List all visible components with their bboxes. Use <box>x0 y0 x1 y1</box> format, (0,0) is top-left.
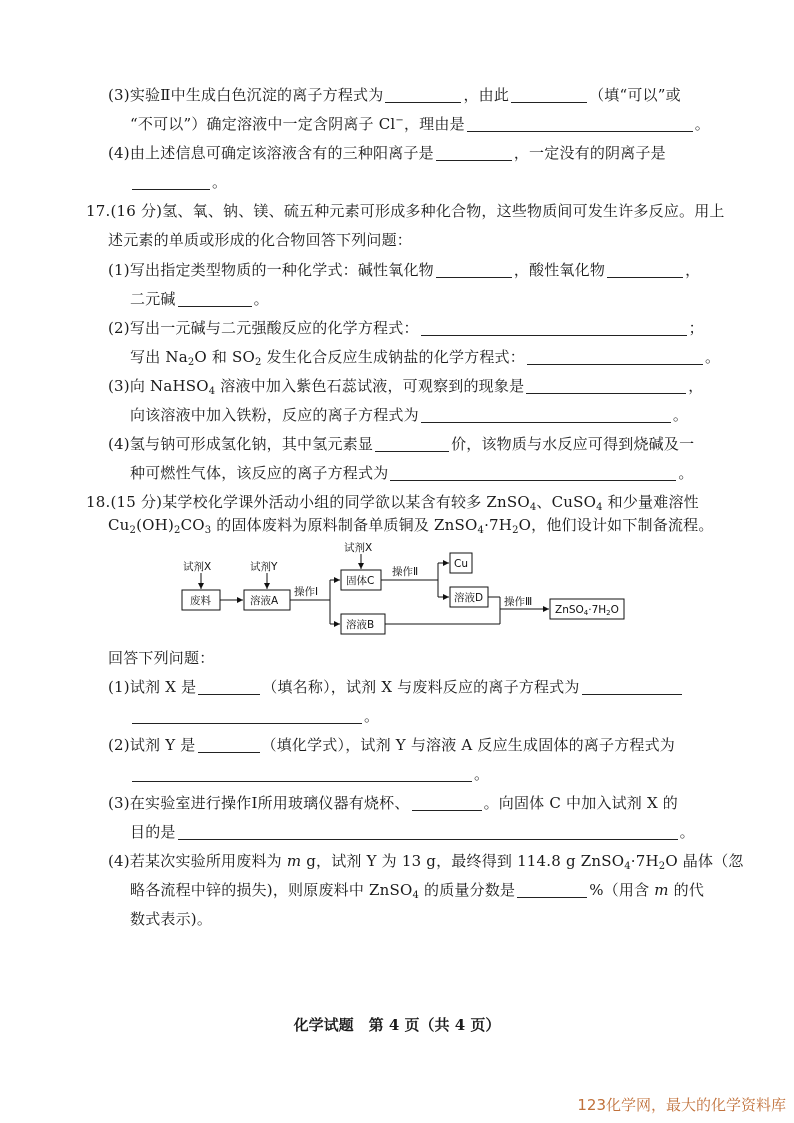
answer-blank[interactable] <box>375 435 449 452</box>
answer-blank[interactable] <box>178 823 678 840</box>
label-op2: 操作Ⅱ <box>392 566 419 578</box>
answer-blank[interactable] <box>517 881 587 898</box>
label-solution-a: 溶液A <box>250 595 279 607</box>
answer-blank[interactable] <box>421 406 671 423</box>
q17-intro-line2: 述元素的单质或形成的化合物回答下列问题： <box>108 231 413 249</box>
label-op1: 操作Ⅰ <box>294 586 319 598</box>
watermark: 123化学网，最大的化学资料库 <box>577 1096 786 1114</box>
answer-blank[interactable] <box>582 678 682 695</box>
label-op3: 操作Ⅲ <box>504 596 533 608</box>
answer-blank[interactable] <box>436 261 512 278</box>
answer-blank[interactable] <box>467 115 693 132</box>
q17-p3-line2: 向该溶液中加入铁粉，反应的离子方程式为 。 <box>130 406 689 424</box>
answer-blank[interactable] <box>385 86 461 103</box>
q17-p3-line1: (3)向 NaHSO$_4$ 溶液中加入紫色石蕊试液，可观察到的现象是 ， <box>108 377 704 397</box>
answer-blank[interactable] <box>511 86 587 103</box>
q17-p1-line2: 二元碱 。 <box>130 290 269 308</box>
q18-p2-line1: (2)试剂 Y 是 （填化学式），试剂 Y 与溶液 A 反应生成固体的离子方程式为 <box>108 736 676 754</box>
process-flow-diagram <box>180 537 640 637</box>
answer-blank[interactable] <box>178 290 252 307</box>
answer-blank[interactable] <box>412 794 482 811</box>
label-reagent-y: 试剂Y <box>250 561 278 573</box>
q18-p4-line3: 数式表示)。 <box>130 910 213 928</box>
q16-p4-line1: (4)由上述信息可确定该溶液含有的三种阳离子是 ，一定没有的阴离子是 <box>108 144 666 162</box>
q18-intro-line1: 18.(15 分)某学校化学课外活动小组的同学欲以某含有较多 ZnSO$_4$、CuSO$_4$ 和少量难溶性 <box>86 493 699 513</box>
answer-blank[interactable] <box>132 765 472 782</box>
q18-p3-line1: (3)在实验室进行操作Ⅰ所用玻璃仪器有烧杯、 。向固体 C 中加入试剂 X 的 <box>108 794 679 812</box>
q16-p3-line1: (3)实验Ⅱ中生成白色沉淀的离子方程式为 ，由此 （填“可以”或 <box>108 86 681 104</box>
q16-p3-line2: “不可以”）确定溶液中一定含阴离子 Cl−，理由是 。 <box>130 115 710 133</box>
q18-answer-prompt: 回答下列问题： <box>108 649 215 667</box>
q18-p4-line1: (4)若某次实验所用废料为 m g，试剂 Y 为 13 g，最终得到 114.8 g $ZnSO_4\cdot 7H_2O$ 晶体（忽 <box>108 852 744 872</box>
label-reagent-x-2: 试剂X <box>344 542 373 554</box>
label-solid-c: 固体C <box>346 575 375 587</box>
q17-intro-line1: 17.(16 分)氢、氧、钠、镁、硫五种元素可形成多种化合物，这些物质间可发生许多反应。用上 <box>86 202 725 220</box>
answer-blank[interactable] <box>607 261 683 278</box>
label-reagent-x-1: 试剂X <box>183 561 212 573</box>
answer-blank[interactable] <box>198 678 260 695</box>
q17-p1-line1: (1)写出指定类型物质的一种化学式：碱性氧化物 ，酸性氧化物 ， <box>108 261 701 279</box>
q18-p2-line2: 。 <box>130 763 489 785</box>
answer-blank[interactable] <box>132 707 362 724</box>
q17-p4-line1: (4)氢与钠可形成氢化钠，其中氢元素显 价，该物质与水反应可得到烧碱及一 <box>108 435 695 453</box>
answer-blank[interactable] <box>198 736 260 753</box>
label-waste: 废料 <box>190 595 211 607</box>
page-footer: 化学试题 第 4 页（共 4 页） <box>293 1016 501 1034</box>
answer-blank[interactable] <box>132 173 210 190</box>
q17-p2-line1: (2)写出一元碱与二元强酸反应的化学方程式： ； <box>108 319 704 337</box>
q18-p1-line1: (1)试剂 X 是 （填名称），试剂 X 与废料反应的离子方程式为 <box>108 676 684 698</box>
label-solution-d: 溶液D <box>454 592 484 604</box>
q17-p2-line2: 写出 $Na_2O$ 和 $SO_2$ 发生化合反应生成钠盐的化学方程式： 。 <box>130 348 721 368</box>
q18-p1-line2: 。 <box>130 705 379 727</box>
label-solution-b: 溶液B <box>346 619 375 631</box>
label-cu: Cu <box>454 558 468 570</box>
q16-p4-line2: 。 <box>130 171 227 193</box>
q18-p3-line2: 目的是 。 <box>130 823 695 841</box>
label-product: ZnSO4·7H2O <box>555 604 619 617</box>
answer-blank[interactable] <box>421 319 687 336</box>
answer-blank[interactable] <box>436 144 512 161</box>
answer-blank[interactable] <box>390 464 676 481</box>
q18-p4-line2: 略各流程中锌的损失)，则原废料中 ZnSO$_4$ 的质量分数是 %（用含 m 的代 <box>130 881 705 901</box>
answer-blank[interactable] <box>527 348 703 365</box>
q17-p4-line2: 种可燃性气体，该反应的离子方程式为 。 <box>130 464 694 482</box>
q18-intro-line2: $Cu_2(OH)_2CO_3$ 的固体废料为原料制备单质铜及 $ZnSO_4\cdot 7H_2O$，他们设计如下制备流程。 <box>108 516 714 536</box>
answer-blank[interactable] <box>526 377 686 394</box>
